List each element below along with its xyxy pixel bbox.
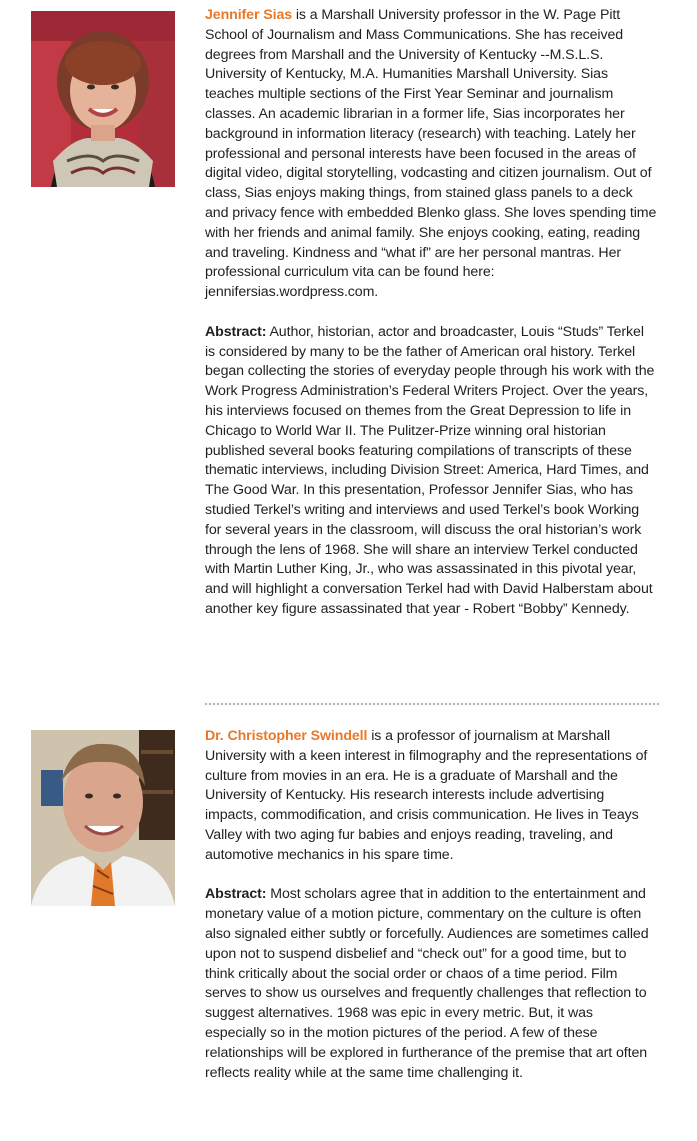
portrait-man-image [31,730,175,906]
bio-paragraph [205,6,657,303]
bio-paragraph [205,727,657,866]
abstract-text: Most scholars agree that in addition to the entertainment and monetary value of a motion picture, commentary on the culture is often also signaled either subtly or forcefully. Audiences are sometimes called upon not to suspend disbelief and “check out” for a good time, but to think critically about the social order or chaos of a time period. Film serves to show us ourselves and frequently challenges that reflection to suggest alternatives. 1968 was epic in every metric. But, it was especially so in the motion pictures of the period. A few of these relationships will be explored in furtherance of the premise that art often reflects reality while at the same time challenging it. [205,886,649,1081]
bio-text: is a Marshall University professor in the W. Page Pitt School of Journalism and Mass Communications. She has received degrees from Marshall and the University of Kentucky --M.S.L.S. University of Kentucky, M.A. Humanities Marshall University. Sias teaches multiple sections of the First Year Seminar and journalism classes. An academic librarian in a former life, Sias incorporates her background in information literacy (research) with teaching. Lately her professional and personal interests have been focused in the areas of digital video, digital storytelling, vodcasting and citizen journalism. Out of class, Sias enjoys making things, from stained glass panels to a deck and privacy fence with embedded Blenko glass. She loves spending time with her friends and animal family. She enjoys cooking, eating, reading and traveling. Kindness and “what if” are her personal mantras. Her professional curriculum vita can be found here: jennifersias.wordpress.com. [205,7,657,301]
abstract-paragraph [205,323,657,620]
bio-text: is a professor of journalism at Marshall University with a keen interest in filmography and the representations of culture from movies in an era. He is a graduate of Marshall and the University of Kentucky. His research interests include advertising impacts, commodification, and crisis communication. He lives in Teays Valley with two aging fur babies and enjoys reading, traveling, and automotive mechanics in his spare time. [205,728,648,863]
portrait-woman-image [31,11,175,187]
dotted-divider [204,702,660,706]
abstract-label: Abstract: [205,886,267,903]
abstract-text: Author, historian, actor and broadcaster, Louis “Studs” Terkel is considered by many to be the father of American oral history. Terkel began collecting the stories of everyday people through his work with the Work Progress Administration’s Federal Writers Project. Over the years, his interviews focused on themes from the Great Depression to life in Chicago to World War II. The Pulitzer-Prize winning oral historian published several books featuring compilations of transcripts of these thematic interviews, including Division Street: America, Hard Times, and The Good War. In this presentation, Professor Jennifer Sias, who has studied Terkel’s writing and interviews and used Terkel’s book Working for several years in the classroom, will discuss the oral historian’s work through the lens of 1968. She will share an interview Terkel conducted with Martin Luther King, Jr., who was assassinated in this pivotal year, and will highlight a conversation Terkel had with David Halberstam about another key figure assassinated that year - Robert “Bobby” Kennedy. [205,323,655,617]
speaker-photo-swindell [31,730,175,906]
speaker-text-sias [205,6,657,620]
abstract-paragraph [205,885,657,1083]
abstract-label: Abstract: [205,323,267,340]
speaker-photo-sias [31,11,175,187]
speaker-name: Jennifer Sias [205,7,293,23]
speaker-name: Dr. Christopher Swindell [205,728,368,744]
speaker-text-swindell [205,727,657,1083]
